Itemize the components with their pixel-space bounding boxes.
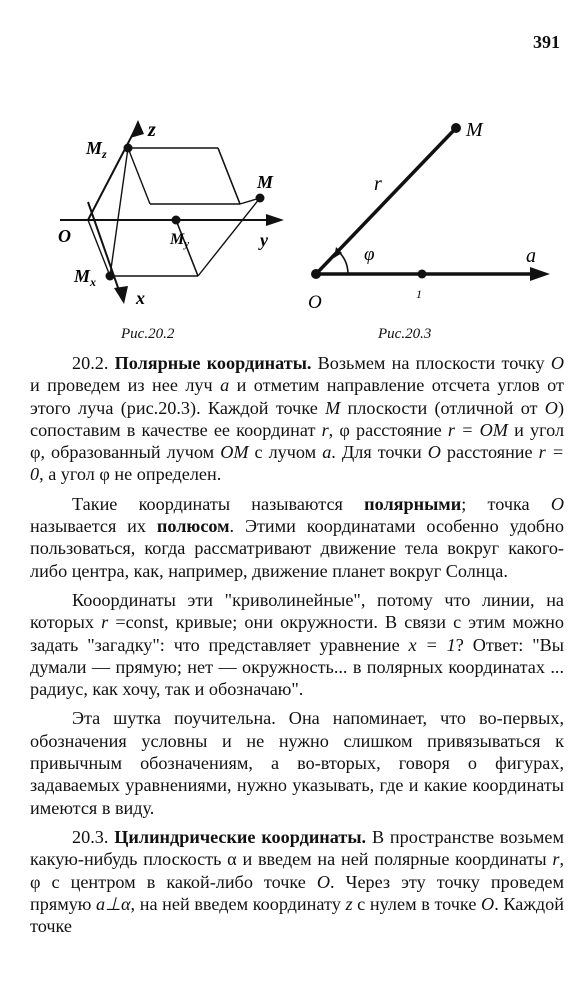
label-mx: $M_x$ bbox=[74, 266, 97, 289]
section-title: Полярные координаты. bbox=[114, 353, 312, 373]
label-one: 1 bbox=[416, 287, 422, 301]
x-arrow-icon bbox=[114, 286, 128, 304]
point-o bbox=[311, 269, 321, 279]
point-my bbox=[172, 216, 181, 225]
label-mz: $M_z$ bbox=[86, 138, 107, 161]
label-r: r bbox=[374, 173, 382, 195]
label-o: O bbox=[58, 226, 71, 246]
paragraph-polar-definition: Такие координаты называются полярными; точка O называется их полюсом. Этими координатами особенно удобно пользоваться, когда рассматривают движение тела вокруг какого-либо центра, как, например, движение планет вокруг Солнца. bbox=[30, 493, 564, 581]
paragraph-20-2: 20.2. Полярные координаты. Возьмем на плоскости точку O и проведем из нее луч a и отметим направление отсчета углов от этого луча (рис.20.3). Каждой точке M плоскости (отличной от O) сопоставим в качестве ее координат r, φ расстояние r = OM и угол φ, образованный лучом OM с лучом a. Для точки O расстояние r = 0, а угол φ не определен. bbox=[30, 353, 565, 485]
label-phi: φ bbox=[364, 244, 375, 265]
paragraph-curvilinear: Кооординаты эти "криволинейные", потому что линии, на которых r =const, кривые; они окружности. В связи с этим можно задать "загадку": что представляет уравнение x = 1? Ответ: "Вы думали — прямую; нет — окружность... в полярных координатах ... радиус, как хочу, так и обозначаю". bbox=[30, 589, 564, 700]
ray-a-arrow-icon bbox=[530, 267, 550, 281]
caption-fig-20-2: Рис.20.2 bbox=[121, 326, 175, 342]
point-mz bbox=[124, 144, 133, 153]
label-y: y bbox=[260, 230, 268, 250]
label-my: My bbox=[170, 231, 190, 250]
label-z: z bbox=[148, 119, 156, 141]
paragraph-joke: Эта шутка поучительна. Она напоминает, что во-первых, обозначения условны и не нужно слишком привязываться к привычным обозначениям, а во-вторых, говоря о фигурах, задаваемых уравнениями, нужно указывать, где и какие координаты имеются в виду. bbox=[30, 708, 564, 818]
point-one bbox=[418, 270, 427, 279]
label-x: x bbox=[136, 288, 145, 308]
y-arrow-icon bbox=[266, 214, 284, 226]
label-a: a bbox=[526, 245, 536, 267]
point-mx bbox=[106, 272, 115, 281]
caption-fig-20-3: Рис.20.3 bbox=[378, 326, 432, 342]
point-m bbox=[256, 194, 265, 203]
parallelepiped bbox=[88, 148, 260, 276]
figure-20-3 bbox=[296, 112, 566, 330]
point-m bbox=[451, 123, 461, 133]
label-m: M bbox=[466, 119, 483, 141]
body-text bbox=[30, 352, 564, 944]
label-o: O bbox=[308, 292, 322, 313]
page-number: 391 bbox=[533, 32, 560, 52]
paragraph-20-3: 20.3. Цилиндрические координаты. В пространстве возьмем какую-нибудь плоскость α и введем на ней полярные координаты r, φ с центром в какой-либо точке O. Через эту точку проведем прямую a⊥α, на ней введем координату z с нулем в точке O. Каждой точке bbox=[30, 826, 564, 937]
label-m: M bbox=[257, 172, 274, 192]
z-arrow-icon bbox=[130, 120, 144, 138]
section-number: 20.2. bbox=[72, 353, 109, 373]
figure-20-2 bbox=[52, 112, 292, 330]
